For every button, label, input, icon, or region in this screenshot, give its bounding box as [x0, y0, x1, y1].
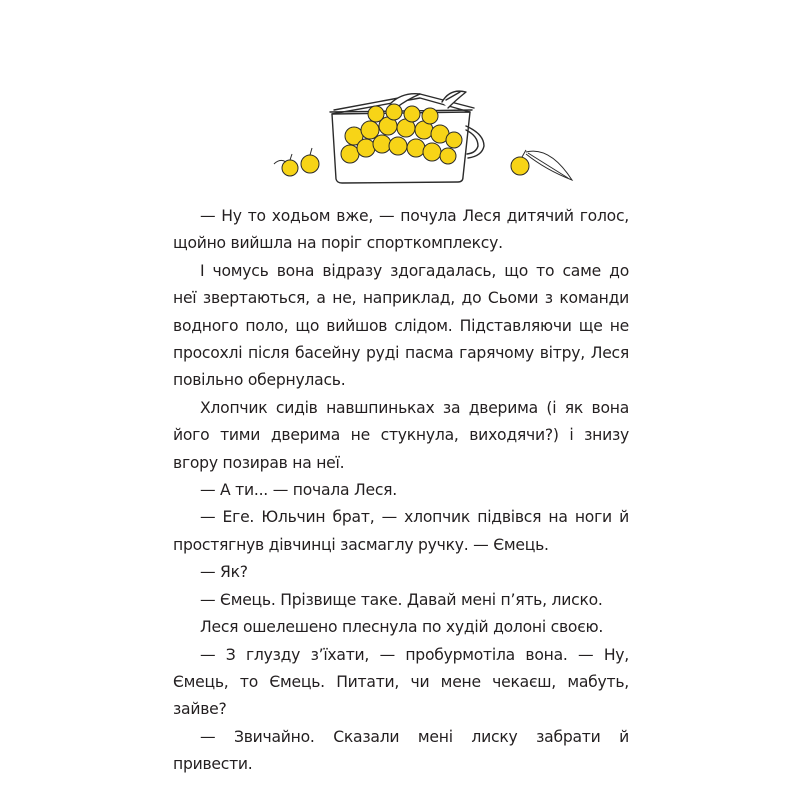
apple-right [511, 150, 572, 180]
paragraph: — Як? [200, 563, 248, 582]
paragraph: — Ну то ходьом вже, — почула Леся дитячий голос, щойно вийшла на поріг спорткомплексу. [173, 207, 629, 253]
paragraph: Леся ошелешено плеснула по худій долоні своєю. [200, 618, 604, 637]
paragraph: — Ємець. Прізвище таке. Давай мені п’ять, лиско. [200, 590, 603, 609]
paragraph: І чомусь вона відразу здогадалась, що то саме до неї звертаються, а не, наприклад, до Сьоми з команди водного поло, що вийшов слідом. Підставляючи ще не просохлі після басейну руді пасма гарячому вітру, Леся повільно обернулась. [173, 261, 629, 390]
paragraph: — Звичайно. Сказали мені лиску забрати й привести. [173, 727, 629, 774]
paragraph: — З глузду з’їхати, — пробурмотіла вона. — Ну, Ємець, то Ємець. Питати, чи мене чекаєш, мабуть, зайве? [173, 645, 629, 719]
paragraph: — А ти... — почала Леся. [200, 481, 397, 500]
paragraph: — Еге. Юльчин брат, — хлопчик підвівся на ноги й простягнув дівчинці засмаглу ручку. — Ємець. [173, 508, 629, 554]
paragraph: Хлопчик сидів навшпиньках за дверима (і як вона його тими дверима не стукнула, виходячи?) і знизу вгору позирав на неї. [173, 398, 629, 472]
story-text [173, 203, 629, 779]
apple-basket-illustration [270, 84, 580, 194]
apples-left [274, 148, 319, 176]
